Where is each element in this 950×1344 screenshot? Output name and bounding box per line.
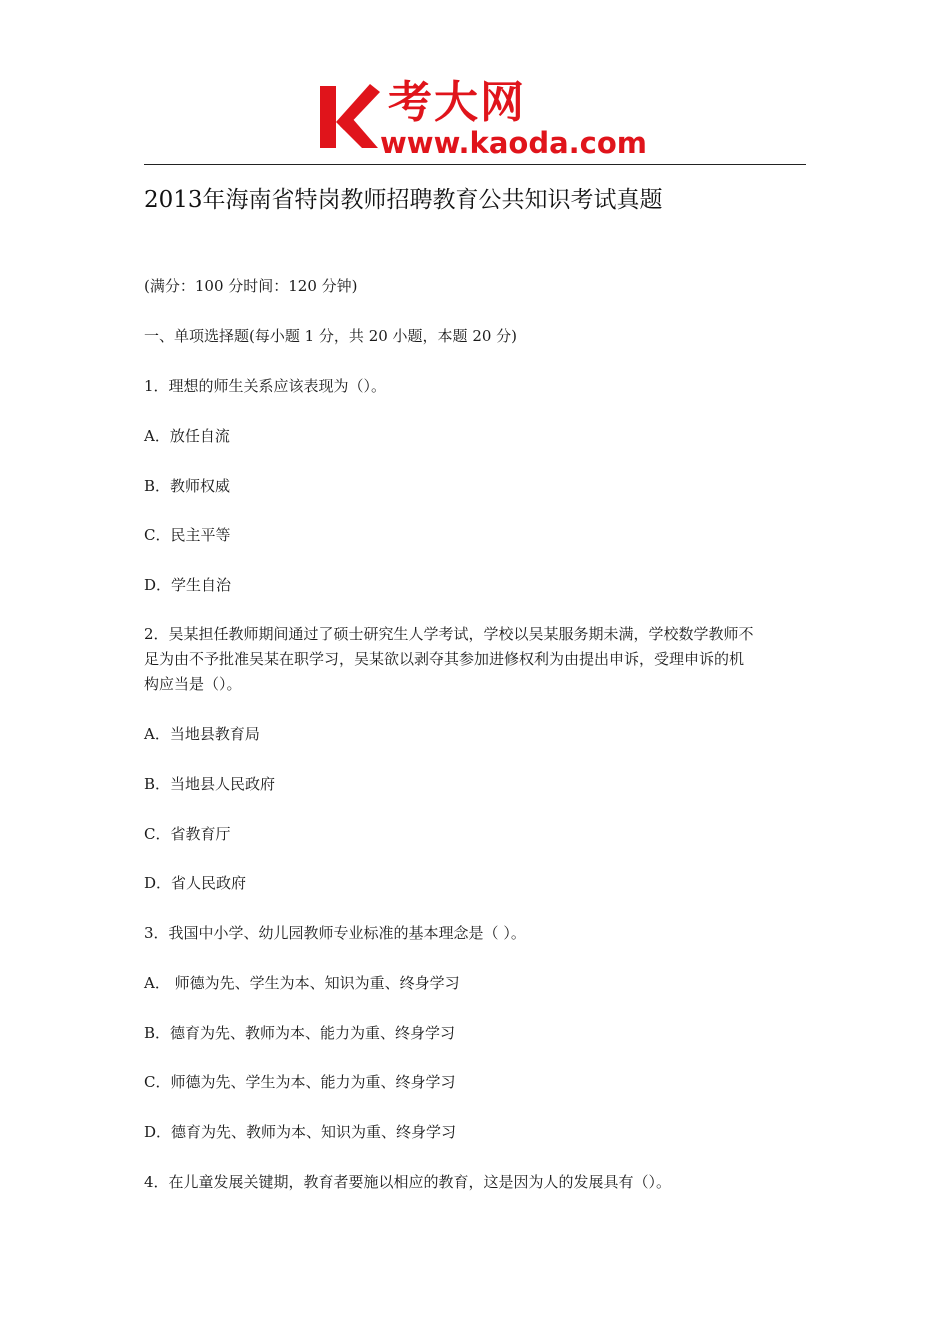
section-heading: 一、单项选择题(每小题 1 分，共 20 小题，本题 20 分)	[144, 327, 518, 345]
question-1-option-d: D．学生自治	[144, 576, 232, 594]
kaoda-logo	[318, 78, 648, 160]
question-3-option-b: B．德育为先、教师为本、能力为重、终身学习	[144, 1024, 456, 1042]
question-2-stem-line-2: 足为由不予批准吴某在职学习，吴某欲以剥夺其参加进修权利为由提出申诉，受理申诉的机	[144, 650, 745, 668]
question-2-option-d: D．省人民政府	[144, 874, 247, 892]
question-3-stem: 3．我国中小学、幼儿园教师专业标准的基本理念是（ ）。	[144, 924, 526, 942]
question-3-option-c: C．师德为先、学生为本、能力为重、终身学习	[144, 1073, 456, 1091]
question-2-option-b: B．当地县人民政府	[144, 775, 276, 793]
document-title: 2013年海南省特岗教师招聘教育公共知识考试真题	[144, 187, 663, 213]
question-2-option-c: C．省教育厅	[144, 825, 231, 843]
exam-meta: (满分：100 分时间：120 分钟)	[144, 277, 358, 295]
question-3-option-a: A． 师德为先、学生为本、知识为重、终身学习	[144, 974, 460, 992]
k-logo-icon	[318, 82, 380, 152]
question-4-stem: 4．在儿童发展关键期，教育者要施以相应的教育，这是因为人的发展具有（）。	[144, 1173, 672, 1191]
question-2-stem-line-1: 2．吴某担任教师期间通过了硕士研究生人学考试，学校以吴某服务期未满，学校数学教师不	[144, 625, 754, 643]
logo-brand-text: 考大网	[388, 77, 526, 128]
question-2-option-a: A．当地县教育局	[144, 725, 260, 743]
question-1-option-b: B．教师权威	[144, 477, 231, 495]
header-divider	[144, 164, 806, 165]
question-1-option-c: C．民主平等	[144, 526, 231, 544]
question-3-option-d: D．德育为先、教师为本、知识为重、终身学习	[144, 1123, 457, 1141]
question-1-option-a: A．放任自流	[144, 427, 230, 445]
question-2-stem-line-3: 构应当是（）。	[144, 675, 242, 693]
logo-url-text: www.kaoda.com	[380, 126, 647, 160]
question-1-stem: 1．理想的师生关系应该表现为（）。	[144, 377, 387, 395]
